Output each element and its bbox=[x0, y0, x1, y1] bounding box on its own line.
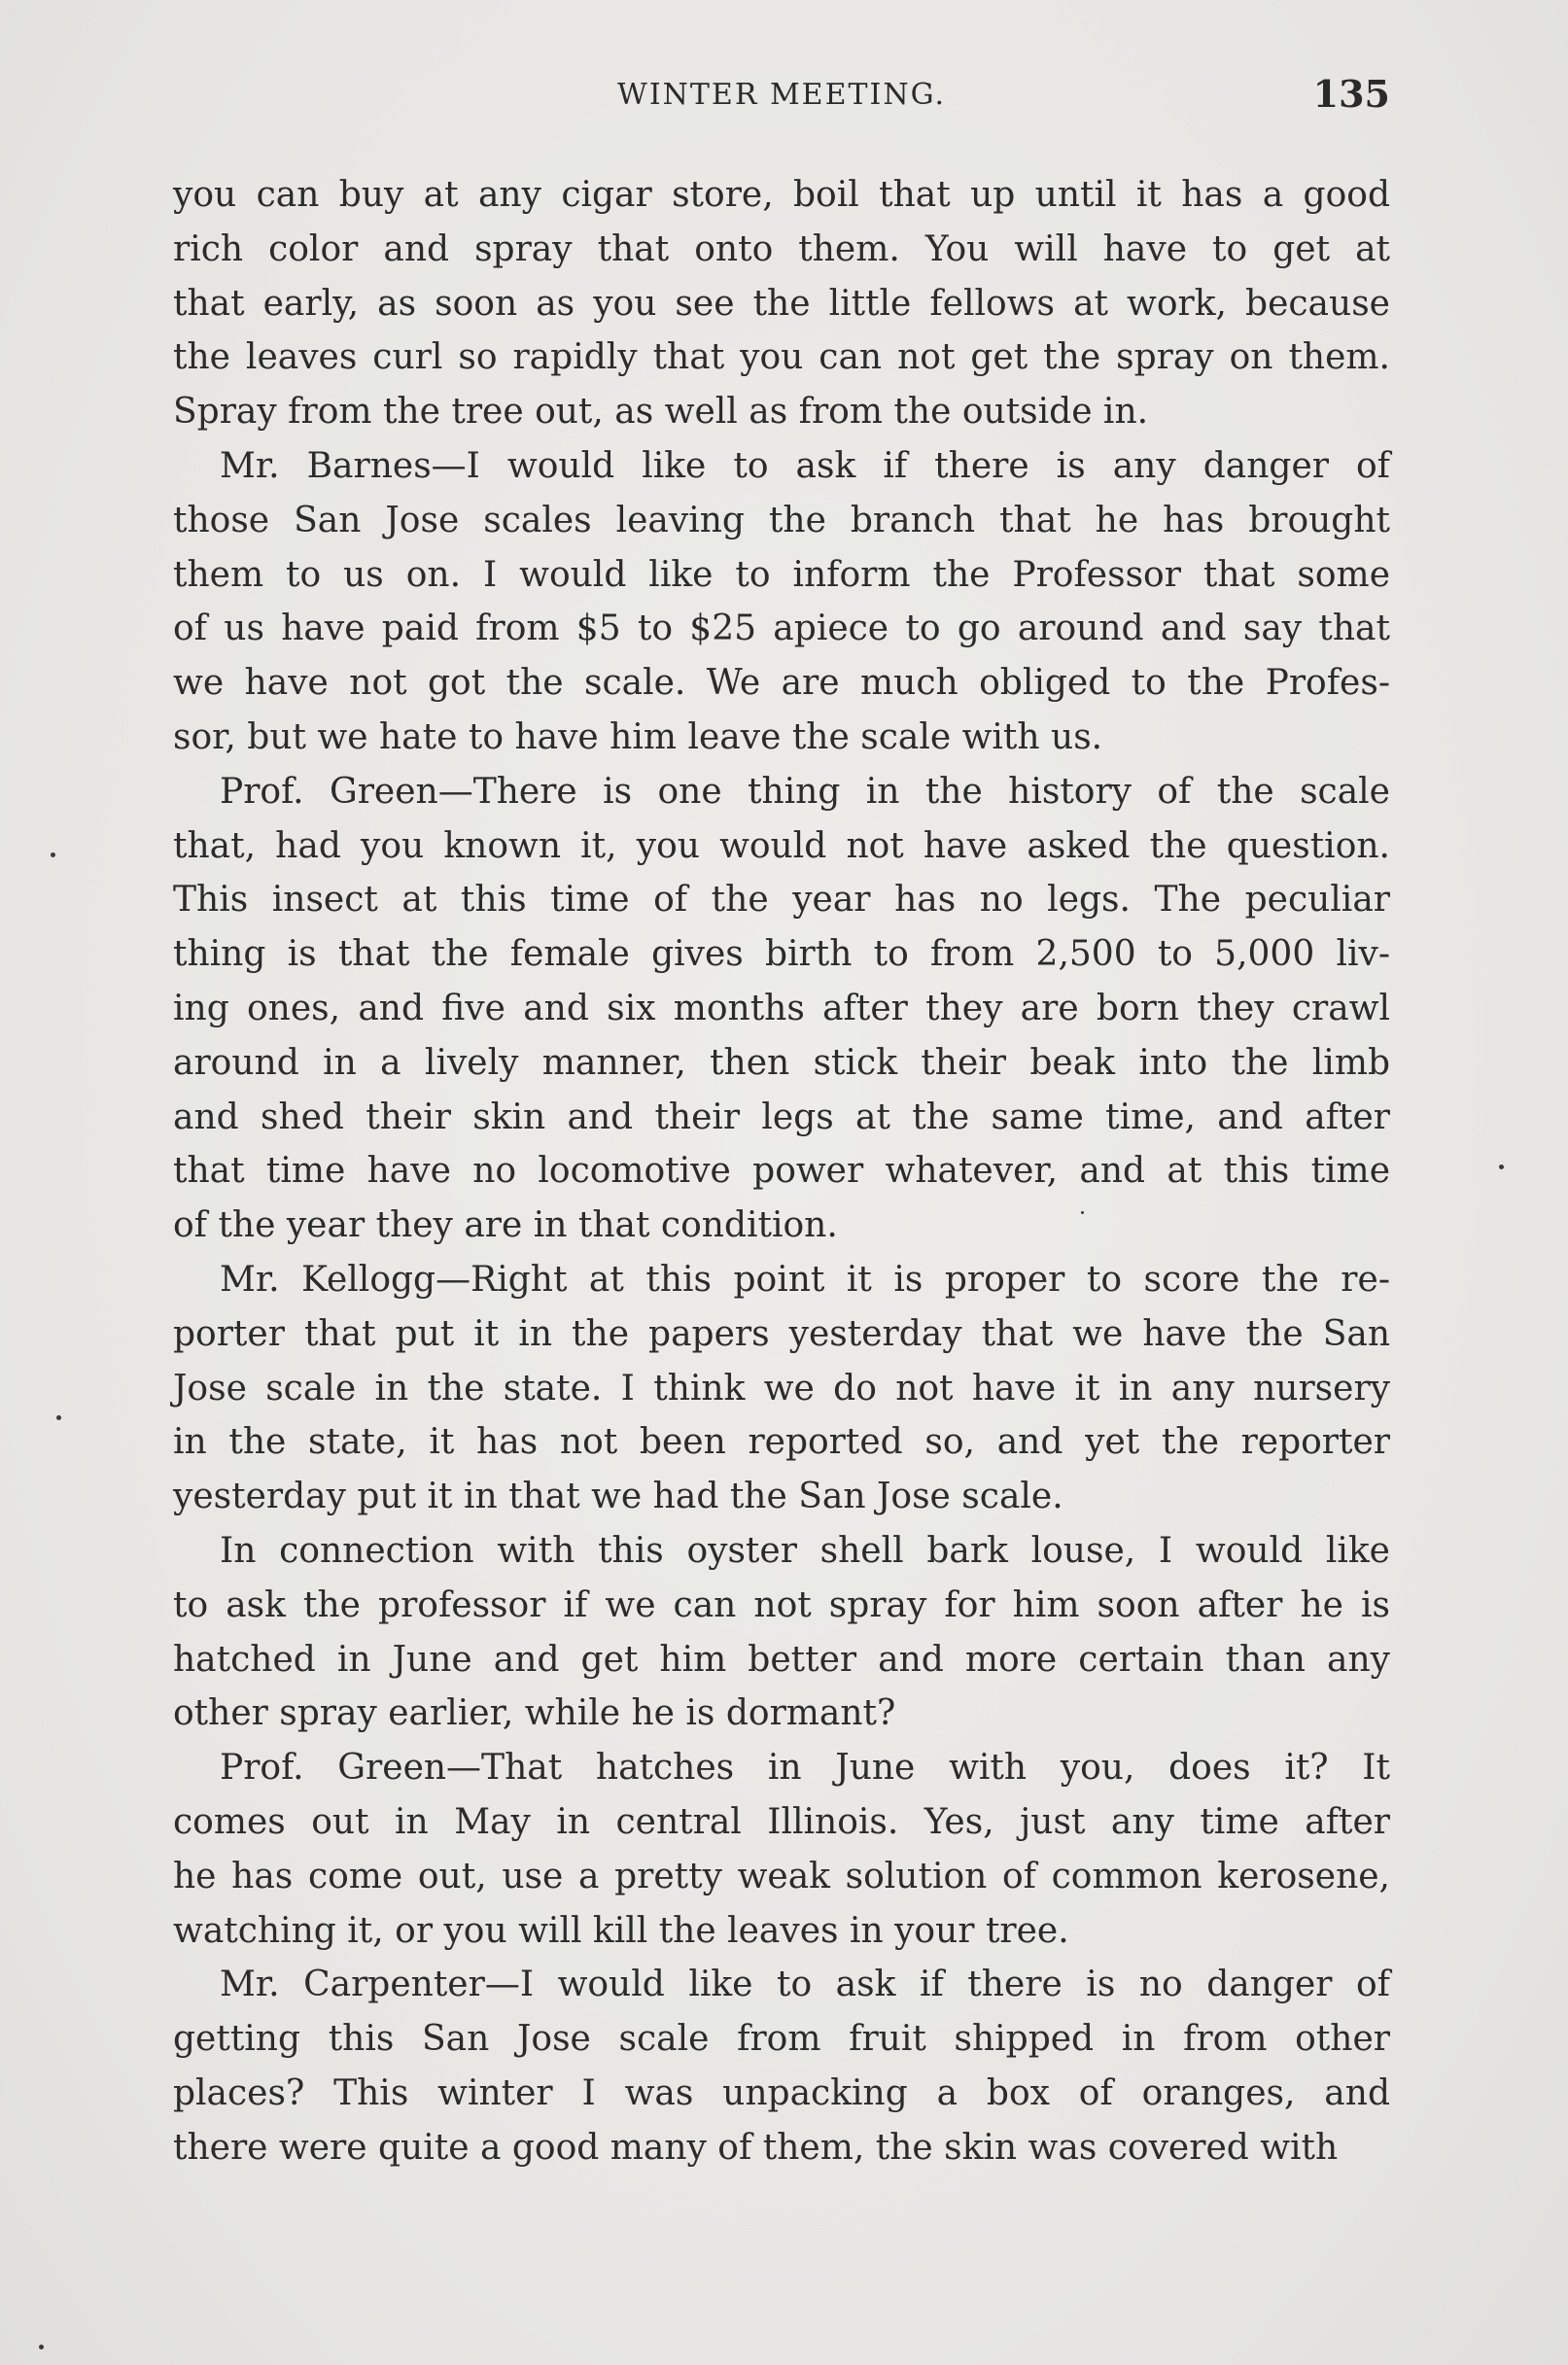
paragraph bbox=[173, 439, 1390, 765]
text-line: of us have paid from $5 to $25 apiece to go around and say that bbox=[173, 609, 1390, 649]
page-number: 135 bbox=[1312, 72, 1390, 116]
text-line: porter that put it in the papers yesterday that we have the San bbox=[173, 1313, 1390, 1354]
text-line: to ask the professor if we can not spray for him soon after he is bbox=[173, 1584, 1390, 1625]
text-line: rich color and spray that onto them. You will have to get at bbox=[173, 228, 1390, 269]
text-line: Mr. Barnes—I would like to ask if there is any danger of bbox=[220, 445, 1390, 486]
text-line: the leaves curl so rapidly that you can not get the spray on them. bbox=[173, 337, 1390, 378]
print-speck bbox=[56, 1415, 61, 1420]
body-text bbox=[173, 168, 1390, 2174]
text-line: sor, but we hate to have him leave the scale with us. bbox=[173, 716, 1103, 757]
text-line: we have not got the scale. We are much obliged to the Profes- bbox=[173, 663, 1390, 704]
text-line: other spray earlier, while he is dormant? bbox=[173, 1693, 896, 1734]
text-line: Mr. Kellogg—Right at this point it is proper to score the re- bbox=[220, 1259, 1390, 1300]
text-line: yesterday put it in that we had the San Jose scale. bbox=[173, 1477, 1063, 1517]
text-line: Jose scale in the state. I think we do not have it in any nursery bbox=[173, 1368, 1390, 1409]
text-line: Spray from the tree out, as well as from the outside in. bbox=[173, 392, 1149, 433]
text-line: places? This winter I was unpacking a box of oranges, and bbox=[173, 2072, 1390, 2113]
paragraph bbox=[173, 765, 1390, 1253]
text-line: This insect at this time of the year has no legs. The peculiar bbox=[173, 880, 1390, 921]
text-line: and shed their skin and their legs at the same time, and after bbox=[173, 1096, 1390, 1137]
text-line: those San Jose scales leaving the branch that he has brought bbox=[173, 500, 1390, 540]
text-line: In connection with this oyster shell bark louse, I would like bbox=[220, 1530, 1390, 1571]
paragraph bbox=[173, 168, 1390, 439]
print-speck bbox=[1081, 1211, 1084, 1214]
text-line: thing is that the female gives birth to from 2,500 to 5,000 liv- bbox=[173, 934, 1390, 975]
page-header bbox=[173, 72, 1390, 130]
text-line: hatched in June and get him better and more certain than any bbox=[173, 1639, 1390, 1680]
text-line: getting this San Jose scale from fruit shipped in from other bbox=[173, 2019, 1390, 2060]
text-line: Prof. Green—That hatches in June with you, does it? It bbox=[220, 1748, 1390, 1789]
text-line: in the state, it has not been reported so, and yet the reporter bbox=[173, 1422, 1390, 1463]
print-speck bbox=[1499, 1165, 1504, 1169]
print-speck bbox=[39, 2345, 44, 2349]
text-line: of the year they are in that condition. bbox=[173, 1205, 838, 1246]
text-line: that, had you known it, you would not have asked the question. bbox=[173, 825, 1390, 866]
paragraph bbox=[173, 1253, 1390, 1524]
print-speck bbox=[51, 852, 55, 857]
text-line: around in a lively manner, then stick their beak into the limb bbox=[173, 1042, 1390, 1083]
paragraph bbox=[173, 1958, 1390, 2174]
text-line: that time have no locomotive power whatever, and at this time bbox=[173, 1151, 1390, 1192]
text-line: there were quite a good many of them, the skin was covered with bbox=[173, 2127, 1339, 2168]
text-line: he has come out, use a pretty weak solution of common kerosene, bbox=[173, 1856, 1390, 1896]
paragraph bbox=[173, 1741, 1390, 1958]
text-line: them to us on. I would like to inform the Professor that some bbox=[173, 554, 1390, 595]
text-line: ing ones, and five and six months after they are born they crawl bbox=[173, 988, 1390, 1028]
text-line: you can buy at any cigar store, boil that up until it has a good bbox=[173, 175, 1390, 215]
text-line: watching it, or you will kill the leaves in your tree. bbox=[173, 1910, 1069, 1951]
text-line: Prof. Green—There is one thing in the history of the scale bbox=[220, 771, 1390, 812]
text-line: Mr. Carpenter—I would like to ask if there is no danger of bbox=[220, 1965, 1390, 2005]
paragraph bbox=[173, 1524, 1390, 1741]
running-head: WINTER MEETING. bbox=[616, 78, 947, 112]
text-line: comes out in May in central Illinois. Yes, just any time after bbox=[173, 1801, 1390, 1842]
text-line: that early, as soon as you see the little fellows at work, because bbox=[173, 283, 1390, 324]
